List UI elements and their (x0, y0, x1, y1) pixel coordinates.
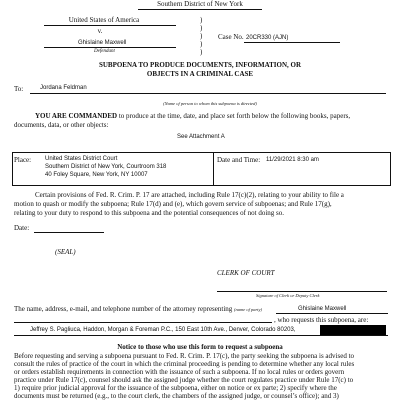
date-underline (34, 232, 104, 233)
party-underline (276, 313, 388, 314)
recipient-caption: (Name of person to whom this subpoena is directed) (163, 101, 257, 106)
datetime-value: 11/29/2021 8:30 am (266, 157, 319, 163)
signature-line (217, 291, 387, 292)
place-label: Place: (14, 156, 32, 164)
notice-line: documents must be returned (e.g., to the court clerk, the chambers of the assigned judge, or counsel’s office); and 3) (14, 392, 339, 400)
attachment-text: See Attachment A (177, 134, 225, 140)
attorney-line1 (14, 305, 262, 314)
caption-paren: ) (200, 32, 203, 40)
address-underline (14, 335, 388, 336)
place-line1: United States District Court (45, 156, 118, 162)
signature-caption: Signature of Clerk or Deputy Clerk (256, 293, 320, 298)
command-rest: to produce at the time, date, and place set forth below the following books, papers, (117, 112, 351, 120)
notice-line: consult the rules of practice of the court in which the criminal proceeding is pending to determine whether any local rules (14, 360, 355, 368)
rules-line3: relating to your duty to respond to this subpoena and the potential consequences of not doing so. (14, 209, 285, 217)
subpoena-title-line2: OBJECTS IN A CRIMINAL CASE (146, 70, 254, 78)
command-lead: YOU ARE COMMANDED (35, 112, 118, 120)
name-of-party-caption: (name of party) (234, 307, 263, 312)
notice-line: or orders establish requirements in connection with the issuance of such a subpoena. If no local rules or orders govern (14, 368, 345, 376)
case-no-label: Case No. (218, 33, 244, 41)
court-district: Southern District of New York (157, 0, 243, 8)
plaintiff-name: United States of America (68, 16, 140, 24)
recipient-name: Jordana Feldman (40, 85, 87, 91)
case-no-value: 20CR330 (AJN) (246, 35, 289, 41)
notice-heading: Notice to those who use this form to request a subpoena (117, 343, 283, 351)
place-line2: Southern District of New York, Courtroom 318 (45, 164, 167, 170)
caption-paren: ) (200, 16, 203, 24)
versus-text: v. (97, 27, 103, 35)
attorney-blank-line (14, 322, 272, 323)
district-underline (138, 9, 262, 10)
requests-text: , who requests this subpoena, are: (274, 316, 369, 324)
notice-line: practice under Rule 17(c), counsel should ask the assigned judge whether the court regulates practice under Rule 17(c) to (14, 376, 354, 384)
plaintiff-underline (44, 25, 176, 26)
subpoena-title-line1: SUBPOENA TO PRODUCE DOCUMENTS, INFORMATION, OR (98, 61, 302, 69)
command-line1 (35, 112, 350, 121)
table-divider (213, 152, 214, 185)
notice-line: Before requesting and serving a subpoena pursuant to Fed. R. Crim. P. 17(c), the party seeking the subpoena is advised to (14, 352, 355, 360)
caption-paren: ) (200, 40, 203, 48)
attorney-intro: The name, address, e-mail, and telephone number of the attorney representing (14, 305, 233, 313)
to-label: To: (14, 85, 24, 93)
datetime-label: Date and Time: (217, 156, 261, 164)
clerk-title: CLERK OF COURT (217, 269, 275, 277)
defendant-underline (44, 47, 176, 48)
defendant-label: Defendant (94, 49, 115, 54)
place-line3: 40 Foley Square, New York, NY 10007 (45, 172, 148, 178)
caption-paren: ) (200, 48, 203, 56)
rules-line1: Certain provisions of Fed. R. Crim. P. 17 are attached, including Rule 17(c)(2), relating to your ability to file a (35, 191, 344, 199)
rules-line2: motion to quash or modify the subpoena; Rule 17(d) and (e), which govern service of subpoenas; and Rule 17(g), (14, 200, 332, 208)
case-no-underline (244, 42, 340, 43)
redaction-block (320, 325, 386, 335)
caption-paren: ) (200, 24, 203, 32)
date-label: Date: (14, 224, 30, 232)
notice-line: 1) require prior judicial approval for the issuance of the subpoena, either on notice or ex parte; 2) specify where the (14, 384, 337, 392)
party-name: Ghislaine Maxwell (298, 306, 347, 312)
command-line2: documents, data, or other objects: (14, 121, 109, 129)
seal-text: (SEAL) (55, 248, 76, 256)
attorney-address: Jeffrey S. Pagliuca, Haddon, Morgan & Foreman P.C., 150 East 10th Ave., Denver, Colorado 80203, (30, 327, 296, 333)
defendant-name: Ghislaine Maxwell (78, 40, 127, 46)
recipient-underline (30, 93, 386, 94)
